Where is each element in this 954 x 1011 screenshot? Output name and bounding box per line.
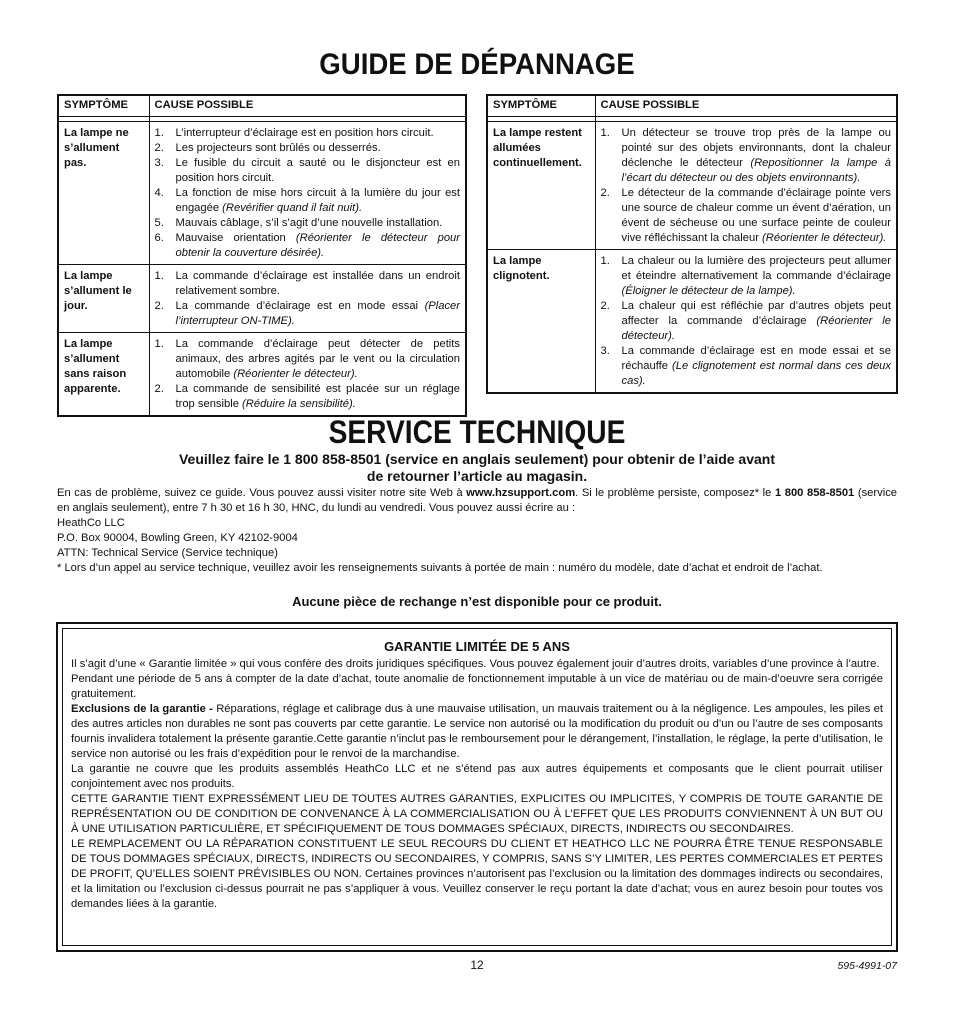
service-paragraph: En cas de problème, suivez ce guide. Vous pouvez aussi visiter notre site Web à www.hzsupport.com. Si le problème persiste, composez* le 1 800 858-8501 (service en anglais seulement), entre 7 h 30 et 16 h 30, HNC, du lundi au vendredi. Vous pouvez aussi écrire au : — [57, 487, 898, 514]
page-title: GUIDE DE DÉPANNAGE — [319, 48, 635, 81]
cause-item: 2. La commande d’éclairage est en mode essai (Placer l’interrupteur ON-TIME). — [154, 300, 460, 327]
no-parts-notice: Aucune pièce de rechange n’est disponible pour ce produit. — [292, 594, 662, 609]
exclusions-label: Exclusions de la garantie - — [71, 703, 217, 715]
cause-item: 1. Un détecteur se trouve trop près de la lampe ou pointé sur des objets environnants, dont la chaleur déclenche le détecteur (Repositionner la lampe à l’écart du détecteur ou des objets environnants). — [600, 127, 892, 184]
warranty-paragraph: Pendant une période de 5 ans à compter de la date d’achat, toute anomalie de fonctionnement imputable à un vice de matériau ou de main-d’oeuvre sera corrigée gratuitement. — [71, 673, 883, 700]
cause-item: 1. L’interrupteur d’éclairage est en position hors circuit. — [154, 127, 434, 139]
cause-item: 3. Le fusible du circuit a sauté ou le disjoncteur est en position hors circuit. — [154, 157, 460, 184]
cause-list — [155, 337, 461, 412]
address-line: P.O. Box 90004, Bowling Green, KY 42102-9004 — [57, 532, 298, 544]
phone-number: 1 800 858-8501 — [774, 487, 855, 499]
address-line: HeathCo LLC — [57, 517, 125, 529]
table-row — [58, 265, 466, 333]
cause-item: 2. La commande de sensibilité est placée sur un réglage trop sensible (Réduire la sensibilité). — [154, 383, 460, 410]
cause-item: 2. Le détecteur de la commande d’éclairage pointe vers une source de chaleur comme un évent d’aération, un évent de sécheuse ou une surface peinte de couleur vive réfléchissant la chaleur (Réorienter le détecteur). — [600, 187, 891, 244]
symptom-cell: La lampe s’allument sans raison apparente. — [58, 333, 149, 417]
warranty-paragraph: Il s’agit d’une « Garantie limitée » qui vous confère des droits juridiques spécifiques. Vous pouvez également jouir d’autres droits, variables d’une province à l’autre. — [71, 658, 880, 670]
cause-item: 6. Mauvaise orientation (Réorienter le détecteur pour obtenir la couverture désirée). — [154, 232, 461, 259]
cause-list — [601, 254, 892, 389]
address-line: ATTN: Technical Service (Service technique) — [57, 547, 278, 559]
warranty-box — [56, 622, 898, 952]
cause-item: 2. La chaleur qui est réfléchie par d’autres objets peut affecter la commande d’éclairage (Réorienter le détecteur). — [600, 300, 892, 342]
cause-item: 2. Les projecteurs sont brûlés ou desserrés. — [154, 142, 381, 154]
warranty-inner-frame — [62, 628, 892, 946]
cause-item: 1. La commande d’éclairage est installée dans un endroit relativement sombre. — [154, 270, 460, 297]
cause-cell — [595, 122, 897, 250]
symptom-cell: La lampe restent allumées continuellement. — [487, 122, 595, 250]
document-code: 595-4991-07 — [837, 960, 897, 972]
symptom-cell: La lampe ne s’allument pas. — [58, 122, 149, 265]
warranty-paragraph: La garantie ne couvre que les produits assemblés HeathCo LLC et ne s’étend pas aux autres équipements et composants que le client pourrait utiliser conjointement avec nos produits. — [71, 763, 883, 790]
table-row — [58, 333, 466, 417]
cause-item: 3. La commande d’éclairage est en mode essai et se réchauffe (Le clignotement est normal dans ces deux cas). — [600, 345, 891, 387]
cause-cell — [149, 265, 466, 333]
header-symptom: SYMPTÔME — [58, 95, 149, 117]
website-link[interactable]: www.hzsupport.com — [466, 487, 576, 499]
cause-item: 1. La chaleur ou la lumière des projecteurs peut allumer et éteindre alternativement la commande d’éclairage (Éloigner le détecteur de la lampe). — [600, 255, 891, 297]
cause-cell — [595, 250, 897, 394]
footnote: * Lors d’un appel au service technique, veuillez avoir les renseignements suivants à portée de main : numéro du modèle, date d’achat et endroit de l’achat. — [57, 562, 823, 574]
cause-item: 5. Mauvais câblage, s’il s’agit d’une nouvelle installation. — [154, 217, 443, 229]
troubleshooting-table-right — [486, 94, 898, 394]
cause-cell — [149, 122, 466, 265]
service-call-heading — [57, 451, 897, 485]
header-cause: CAUSE POSSIBLE — [149, 95, 466, 117]
cause-item: 4. La fonction de mise hors circuit à la lumière du jour est engagée (Revérifier quand il fait nuit). — [154, 187, 460, 214]
header-symptom: SYMPTÔME — [487, 95, 595, 117]
symptom-cell: La lampe clignotent. — [487, 250, 595, 394]
header-cause: CAUSE POSSIBLE — [595, 95, 897, 117]
cause-item: 1. La commande d’éclairage peut détecter de petits animaux, des arbres agités par le vent ou la circulation automobile (Réorienter le détecteur). — [154, 338, 460, 380]
table-row — [487, 250, 897, 394]
troubleshooting-table-left — [57, 94, 467, 417]
warranty-title: GARANTIE LIMITÉE DE 5 ANS — [384, 639, 570, 654]
cause-cell — [149, 333, 466, 417]
table-header-row — [487, 95, 897, 117]
warranty-paragraph: CETTE GARANTIE TIENT EXPRESSÉMENT LIEU DE TOUTES AUTRES GARANTIES, EXPLICITES OU IMPLICITES, Y COMPRIS DE TOUTE GARANTIE DE REPRÉSENTATION OU DE CONDITION DE CONVENANCE À LA COMMERCIALISATION OU À L’EFFET QUE LES PRODUITS CONVIENNENT À UN BUT OU À UNE UTILISATION PARTICULIÈRE, ET SPÉCIFIQUEMENT DE TOUS DOMMAGES SPÉCIAUX, DIRECTS, INDIRECTS OU SECONDAIRES. — [71, 793, 883, 835]
warranty-paragraph: Exclusions de la garantie - Réparations, réglage et calibrage dus à une mauvaise utilisation, un mauvais traitement ou à la négligence. Les ampoules, les piles et des autres articles non durables ne sont pas couverts par cette garantie. Le service non autorisé ou la modification du produit ou d’un ou l’autre de ses composants fournis invalidera totalement la présente garantie.Cette garantie n’inclut pas le remboursement pour le dérangement, l’installation, le réglage, la perte d’utilisation, le service non autorisé ou les frais d’expédition pour le renvoi de la marchandise. — [71, 703, 883, 760]
warranty-paragraph: LE REMPLACEMENT OU LA RÉPARATION CONSTITUENT LE SEUL RECOURS DU CLIENT ET HEATHCO LLC NE POURRA ÊTRE TENUE RESPONSABLE DE TOUS DOMMAGES SPÉCIAUX, DIRECTS, INDIRECTS OU SECONDAIRES, Y COMPRIS, SANS S’Y LIMITER, LES PERTES COMMERCIALES ET PERTES DE PROFIT, QU’ELLES SOIENT PRÉVISIBLES OU NON. Certaines provinces n’autorisent pas l’exclusion ou la limitation des dommages indirects ou secondaires, et la limitation ou l’exclusion ci-dessus pourrait ne pas s’appliquer à vous. Veuillez conserver le reçu portant la date d’achat; vous en aurez besoin pour toutes vos demandes liées à la garantie. — [71, 838, 883, 910]
cause-list — [601, 126, 892, 246]
cause-list — [155, 126, 461, 261]
call-line-2: de retourner l’article au magasin. — [366, 468, 588, 484]
symptom-cell: La lampe s’allument le jour. — [58, 265, 149, 333]
table-row — [487, 122, 897, 250]
cause-list — [155, 269, 461, 329]
table-row — [58, 122, 466, 265]
service-title: SERVICE TECHNIQUE — [328, 414, 626, 450]
service-contact-info — [57, 486, 897, 576]
call-line-1: Veuillez faire le 1 800 858-8501 (service en anglais seulement) pour obtenir de l’aide avant — [178, 451, 776, 467]
page-number: 12 — [470, 958, 484, 972]
table-header-row — [58, 95, 466, 117]
